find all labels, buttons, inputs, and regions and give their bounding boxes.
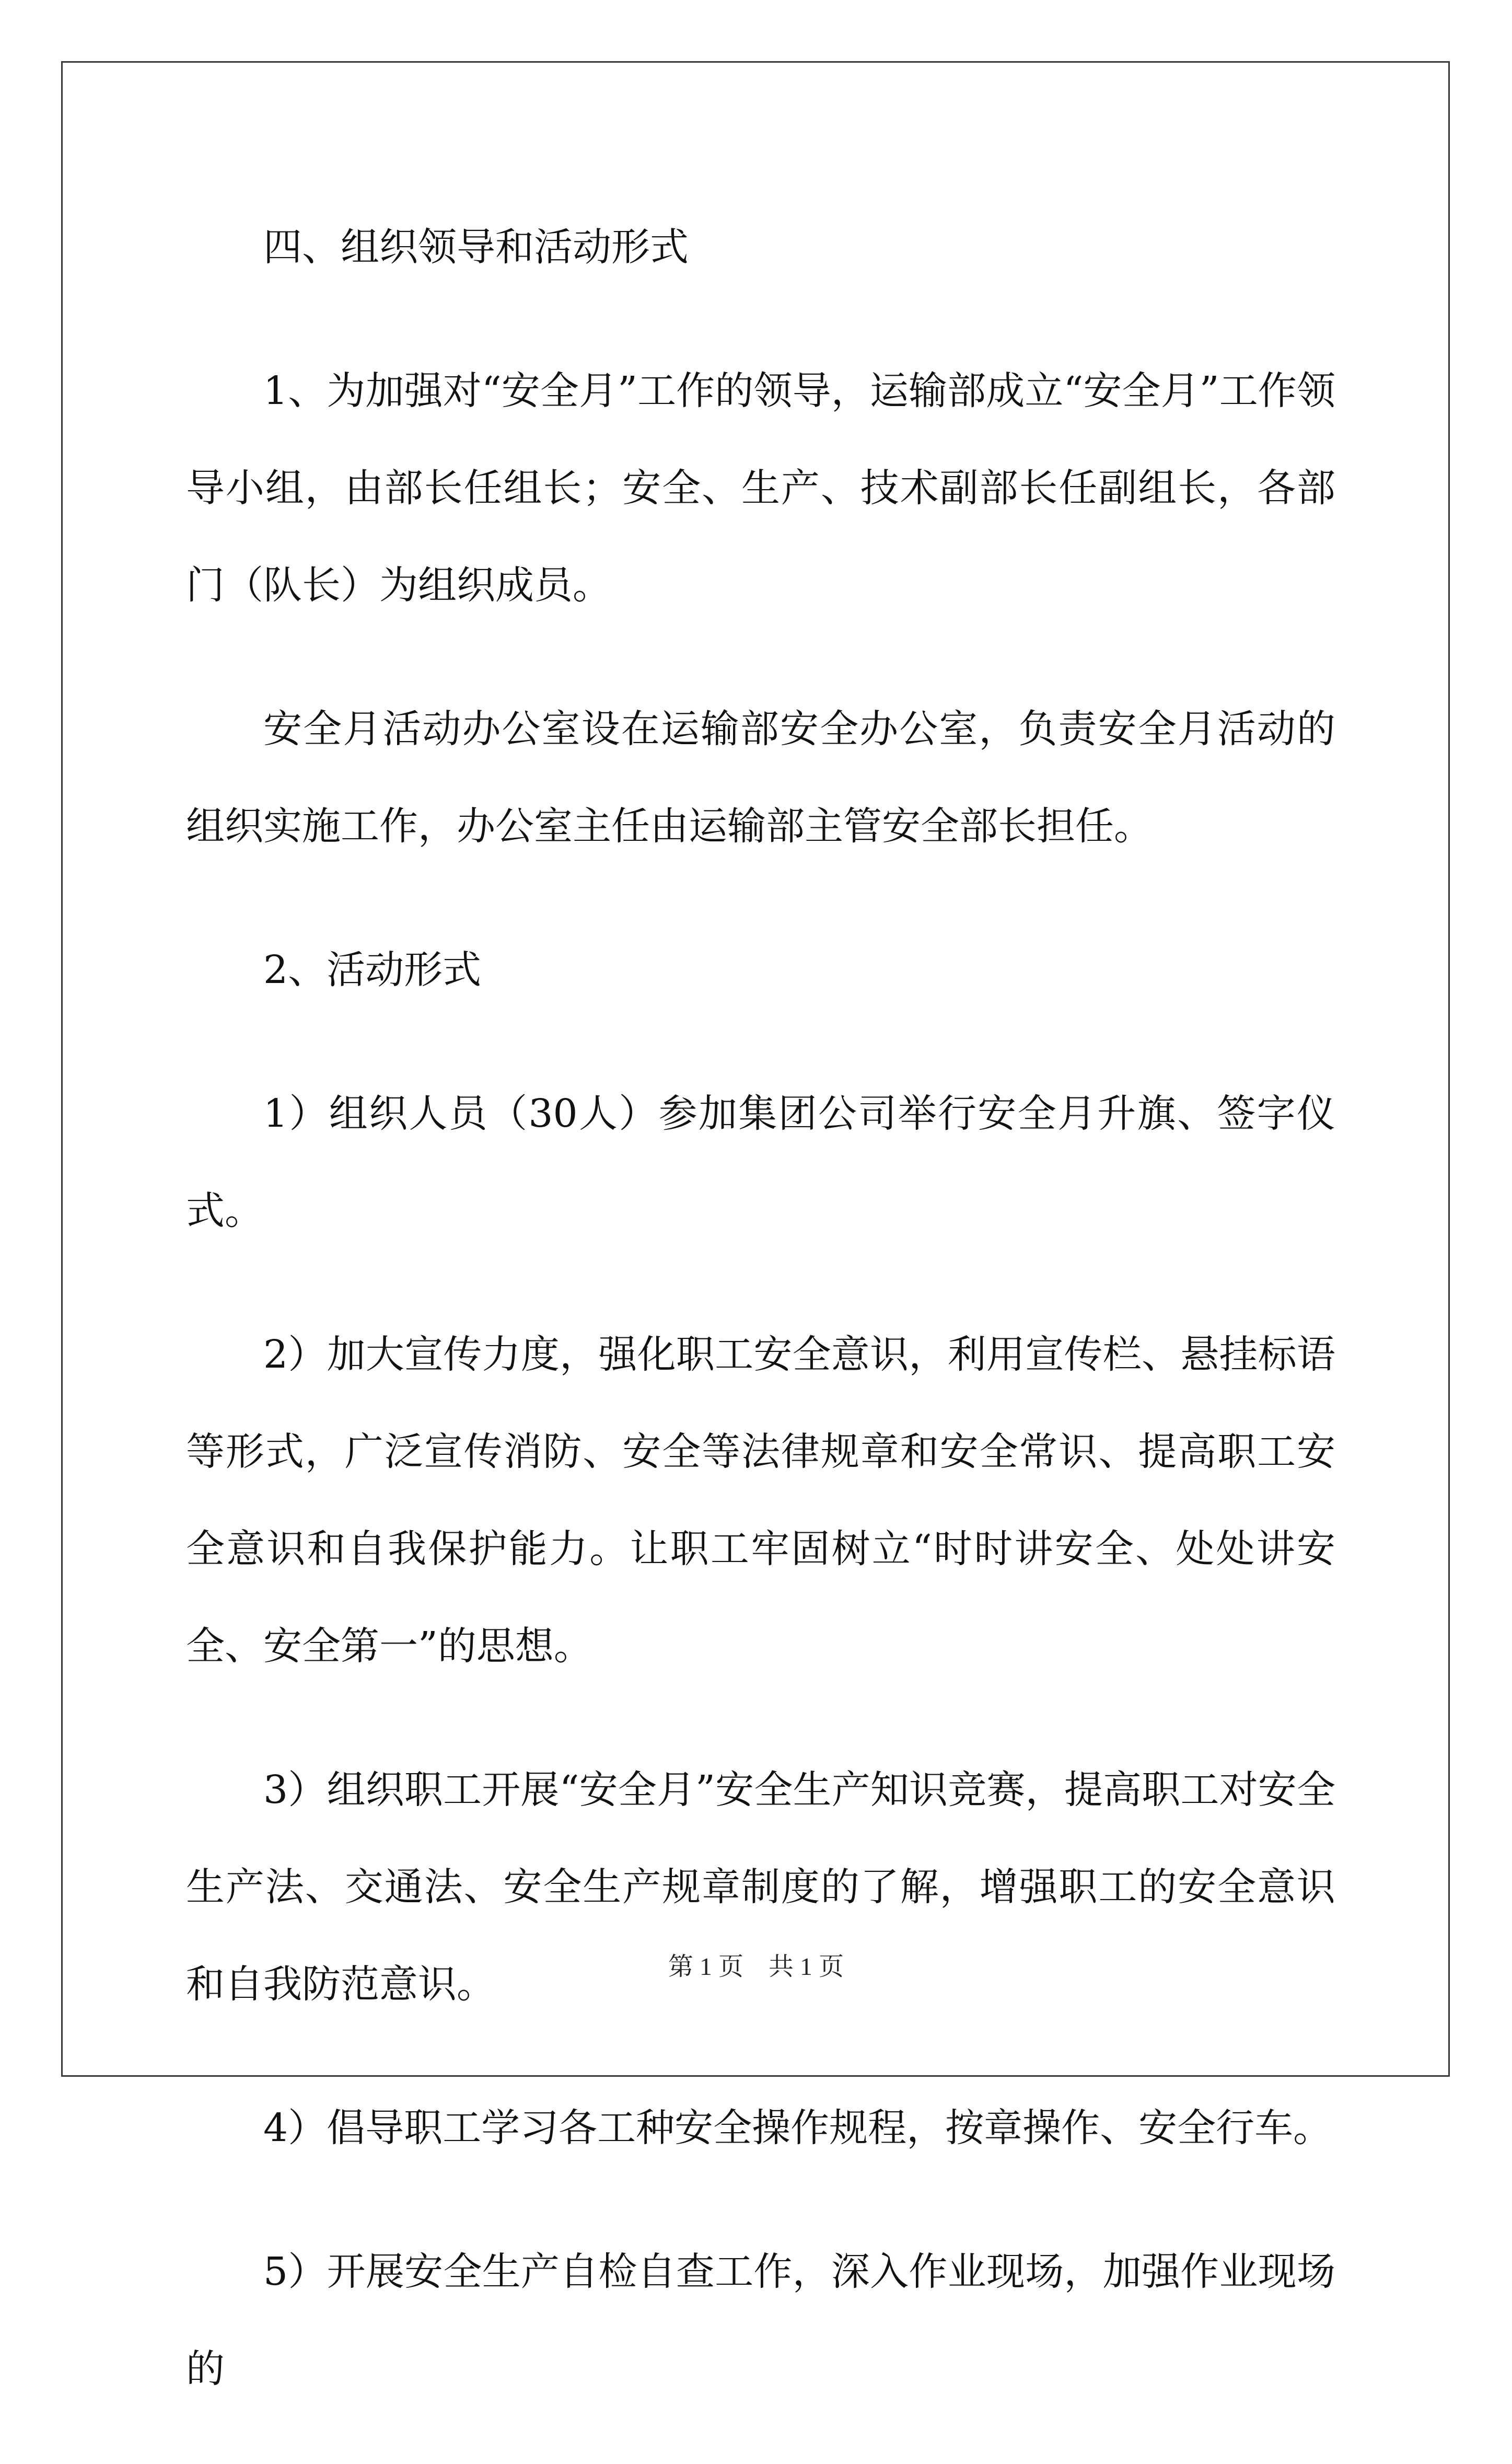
list-item: 1）组织人员（30人）参加集团公司举行安全月升旗、签字仪式。 [186,1091,1335,1233]
list-item: 4）倡导职工学习各工种安全操作规程，按章操作、安全行车。 [263,2106,1332,2150]
paragraph: 安全月活动办公室设在运输部安全办公室，负责安全月活动的组织实施工作，办公室主任由运输部主管安全部长担任。 [186,707,1335,849]
document-body [186,199,1335,2464]
section-heading: 四、组织领导和活动形式 [263,225,689,270]
subsection-heading: 2、活动形式 [263,947,482,992]
page-number-footer: 第 1 页 共 1 页 [668,1953,844,1981]
list-item: 2）加大宣传力度，强化职工安全意识，利用宣传栏、悬挂标语等形式，广泛宣传消防、安全等法律规章和安全常识、提高职工安全意识和自我保护能力。让职工牢固树立“时时讲安全、处处讲安全、安全第一”的思想。 [186,1332,1335,1669]
paragraph: 1、为加强对“安全月”工作的领导，运输部成立“安全月”工作领导小组，由部长任组长；安全、生产、技术副部长任副组长，各部门（队长）为组织成员。 [186,368,1335,608]
list-item: 5）开展安全生产自检自查工作，深入作业现场，加强作业现场的 [186,2249,1335,2391]
list-item: 3）组织职工开展“安全月”安全生产知识竞赛，提高职工对安全生产法、交通法、安全生产规章制度的了解，增强职工的安全意识和自我防范意识。 [186,1767,1335,2007]
